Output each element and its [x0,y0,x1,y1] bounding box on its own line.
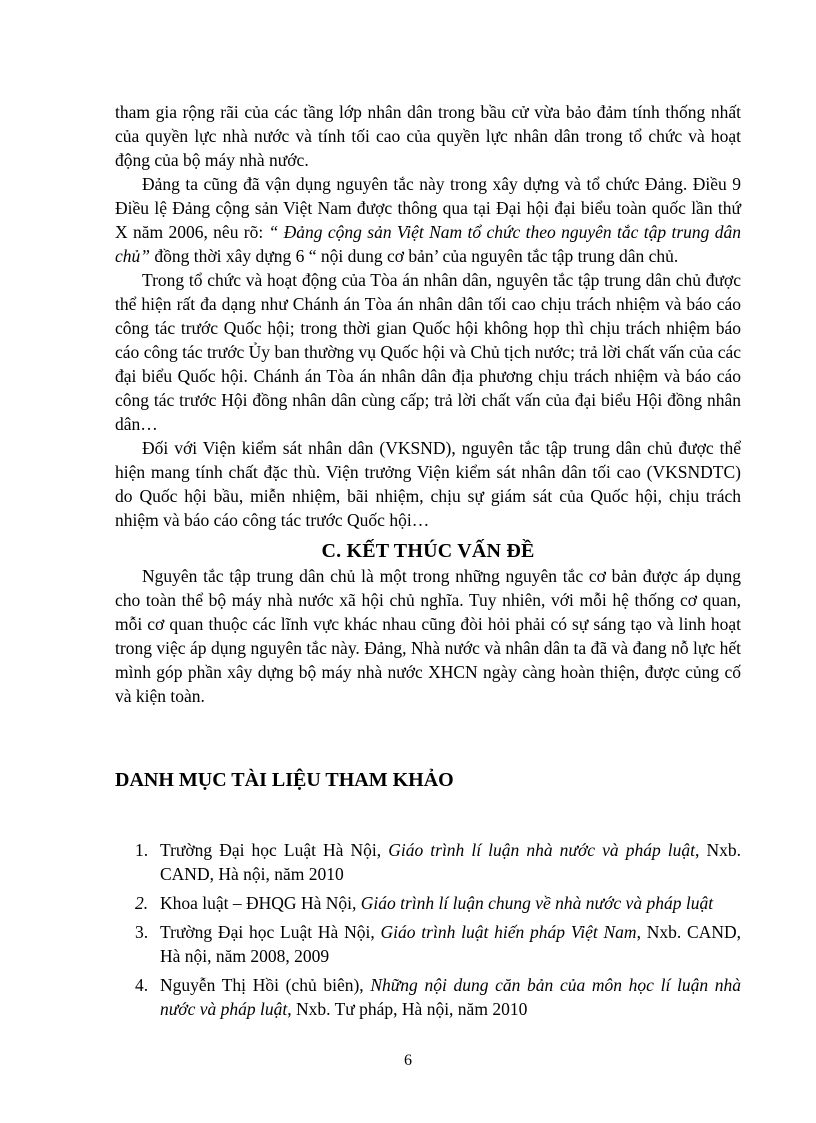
reference-publisher: , Nxb. Tư pháp, Hà nội, năm 2010 [287,999,528,1019]
reference-number: 4. [135,975,149,995]
paragraph-3: Trong tổ chức và hoạt động của Tòa án nhân dân, nguyên tắc tập trung dân chủ được thể hiện rất đa dạng như Chánh án Tòa án nhân dân tối cao chịu trách nhiệm và báo cáo công tác trước Quốc hội; trong thời gian Quốc hội không họp thì chịu trách nhiệm báo cáo công tác trước Ủy ban thường vụ Quốc hội và Chủ tịch nước; trả lời chất vấn của các đại biểu Quốc hội. Chánh án Tòa án nhân dân địa phương chịu trách nhiệm và báo cáo công tác trước Hội đồng nhân dân cùng cấp; trả lời chất vấn của đại biểu Hội đồng nhân dân… [115,270,741,434]
reference-author: Trường Đại học Luật Hà Nội, [160,840,389,860]
references-list [135,838,741,1026]
reference-item [135,973,741,1021]
party-charter-quote: “ Đảng cộng sản Việt Nam tổ chức theo nguyên tắc tập trung dân chủ” [115,222,741,266]
reference-author: Trường Đại học Luật Hà Nội, [160,922,381,942]
paragraph-2-text-end: đồng thời xây dựng 6 “ nội dung cơ bản’ của nguyên tắc tập trung dân chủ. [150,246,679,266]
reference-publisher: , Nxb. CAND, Hà nội, năm 2008, 2009 [160,922,741,966]
reference-number: 1. [135,840,149,860]
reference-item [135,920,741,968]
paragraph-2 [115,172,741,268]
paragraph-2-text: Đảng ta cũng đã vận dụng nguyên tắc này trong xây dựng và tổ chức Đảng. Điều 9 Điều lệ Đảng cộng sản Việt Nam được thông qua tại Đại hội đại biểu toàn quốc lần thứ X năm 2006, nêu rõ: [115,174,741,242]
body-text [115,100,741,532]
reference-number: 2. [135,893,149,913]
reference-title: Giáo trình lí luận nhà nước và pháp luật [388,840,696,860]
reference-title: Giáo trình luật hiến pháp Việt Nam [380,922,637,942]
reference-title: Những nội dung căn bản của môn học lí luận nhà nước và pháp luật [160,975,741,1019]
reference-publisher: , Nxb. CAND, Hà nội, năm 2010 [160,840,742,884]
reference-item [135,891,741,915]
reference-text [160,838,741,886]
page-number: 6 [404,1052,412,1069]
paragraph-1: tham gia rộng rãi của các tầng lớp nhân dân trong bầu cử vừa bảo đảm tính thống nhất của quyền lực nhà nước và tính tối cao của quyền lực nhân dân trong tổ chức và hoạt động của bộ máy nhà nước. [115,102,741,170]
reference-text [160,891,741,915]
section-heading: C. KẾT THÚC VẤN ĐỀ [321,540,535,562]
reference-text [160,973,741,1021]
reference-author: Khoa luật – ĐHQG Hà Nội [160,893,352,913]
reference-number: 3. [135,922,149,942]
conclusion-text [115,564,741,708]
reference-item [135,838,741,886]
reference-author: Nguyễn Thị Hồi (chủ biên), [160,975,371,995]
references-heading: DANH MỤC TÀI LIỆU THAM KHẢO [115,769,454,791]
reference-title: , Giáo trình lí luận chung về nhà nước và pháp luật [351,893,714,913]
reference-text [160,920,741,968]
conclusion-paragraph: Nguyên tắc tập trung dân chủ là một trong những nguyên tắc cơ bản được áp dụng cho toàn thể bộ máy nhà nước xã hội chủ nghĩa. Tuy nhiên, với mỗi hệ thống cơ quan, mỗi cơ quan thuộc các lĩnh vực khác nhau cũng đòi hỏi phải có sự sáng tạo và linh hoạt trong việc áp dụng nguyên tắc này. Đảng, Nhà nước và nhân dân ta đã và đang nỗ lực hết mình góp phần xây dựng bộ máy nhà nước XHCN ngày càng hoàn thiện, được củng cố và kiện toàn. [115,566,741,706]
paragraph-4: Đối với Viện kiểm sát nhân dân (VKSND), nguyên tắc tập trung dân chủ được thể hiện mang tính chất đặc thù. Viện trưởng Viện kiểm sát nhân dân tối cao (VKSNDTC) do Quốc hội bầu, miễn nhiệm, bãi nhiệm, chịu sự giám sát của Quốc hội, chịu trách nhiệm và báo cáo công tác trước Quốc hội… [115,438,741,530]
